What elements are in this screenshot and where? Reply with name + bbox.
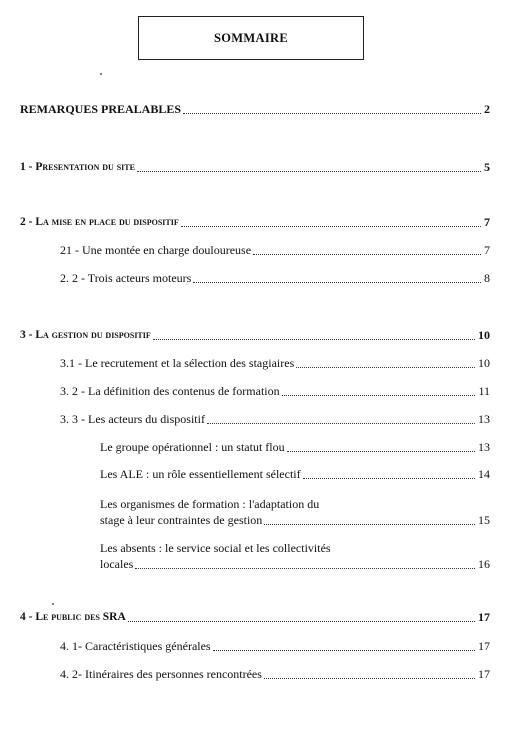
dot-leader [296, 367, 475, 368]
toc-entry-label-line1: Les absents : le service social et les collectivités [100, 541, 331, 555]
toc-entry-label: 1 - Presentation du site [20, 161, 135, 173]
toc-entry-label: 21 - Une montée en charge douloureuse [60, 243, 252, 257]
document-title: SOMMAIRE [214, 30, 288, 45]
toc-entry-caracteristiques[interactable] [60, 639, 490, 654]
toc-entry-label: 4. 2- Itinéraires des personnes rencontrées [60, 667, 262, 681]
dot-leader [135, 568, 475, 569]
dot-leader [207, 423, 475, 424]
toc-entry-recrutement[interactable] [60, 356, 490, 371]
toc-entry-page: 17 [478, 610, 490, 624]
dot-leader [287, 451, 475, 452]
toc-entry-page: 13 [478, 412, 490, 426]
dot-leader [128, 621, 475, 622]
toc-entry-page: 13 [478, 440, 490, 454]
toc-entry-page: 7 [484, 215, 490, 229]
toc-entry-label: 3.1 - Le recrutement et la sélection des stagiaires [60, 356, 295, 370]
toc-entry-page: 2 [484, 102, 490, 116]
toc-entry-remarques[interactable] [20, 102, 490, 117]
toc-entry-label-line1: Les organismes de formation : l'adaptation du [100, 497, 320, 511]
dot-leader [193, 282, 481, 283]
toc-entry-page: 10 [478, 328, 490, 342]
toc-entry-label: Le groupe opérationnel : un statut flou [100, 440, 285, 454]
toc-entry-page: 11 [478, 384, 490, 398]
toc-entry-page: 15 [478, 513, 490, 527]
toc-entry-page: 5 [484, 160, 490, 174]
toc-entry-label-line2: locales [100, 557, 134, 571]
toc-entry-absents[interactable] [100, 540, 490, 572]
toc-entry-label: Les ALE : un rôle essentiellement sélectif [100, 467, 301, 481]
dot-leader [282, 395, 476, 396]
dot-leader [153, 339, 475, 340]
toc-entry-label: 4. 1- Caractéristiques générales [60, 639, 211, 653]
toc-entry-contenus[interactable] [60, 384, 490, 399]
title-box [138, 16, 364, 60]
toc-entry-label: 2. 2 - Trois acteurs moteurs [60, 271, 192, 285]
dot-leader [303, 478, 475, 479]
toc-entry-presentation[interactable] [20, 160, 490, 175]
toc-entry-page: 14 [478, 467, 490, 481]
toc-entry-label: REMARQUES PREALABLES [20, 102, 182, 116]
toc-entry-label: 4 - Le public des SRA [20, 611, 126, 623]
toc-entry-montee-en-charge[interactable] [60, 243, 490, 258]
toc-entry-label-line2: stage à leur contraintes de gestion [100, 513, 263, 527]
dot-leader [181, 226, 481, 227]
toc-entry-public[interactable] [20, 610, 490, 625]
dot-leader [264, 678, 475, 679]
toc-entry-label: 2 - La mise en place du dispositif [20, 216, 179, 228]
toc-entry-page: 10 [478, 356, 490, 370]
toc-entry-page: 17 [478, 667, 490, 681]
toc-entry-label: 3. 3 - Les acteurs du dispositif [60, 412, 205, 426]
toc-entry-organismes[interactable] [100, 496, 490, 528]
toc-entry-gestion[interactable] [20, 328, 490, 343]
toc-entry-ale[interactable] [100, 467, 490, 482]
toc-entry-mise-en-place[interactable] [20, 215, 490, 230]
toc-entry-page: 17 [478, 639, 490, 653]
toc-entry-itineraires[interactable] [60, 667, 490, 682]
dot-leader [137, 171, 481, 172]
toc-entry-acteurs-dispositif[interactable] [60, 412, 490, 427]
toc-entry-page: 16 [478, 557, 490, 571]
scan-speck [100, 73, 102, 75]
toc-entry-page: 8 [484, 271, 490, 285]
dot-leader [264, 524, 475, 525]
toc-entry-label: 3. 2 - La définition des contenus de formation [60, 384, 280, 398]
toc-entry-groupe-operationnel[interactable] [100, 440, 490, 455]
dot-leader [183, 113, 481, 114]
toc-entry-page: 7 [484, 243, 490, 257]
dot-leader [213, 650, 475, 651]
dot-leader [253, 254, 481, 255]
scan-speck [52, 603, 54, 605]
toc-entry-label: 3 - La gestion du dispositif [20, 329, 151, 341]
toc-entry-trois-acteurs[interactable] [60, 271, 490, 286]
